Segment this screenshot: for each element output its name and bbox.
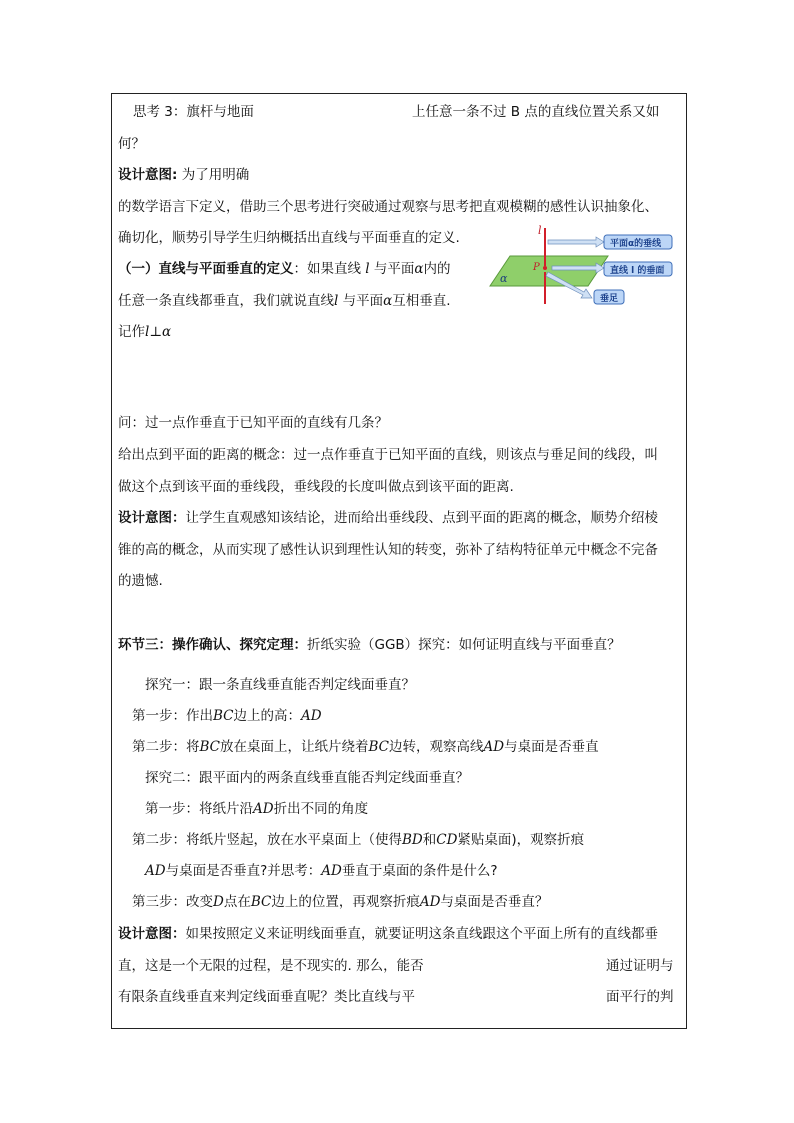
definition-title: （一）直线与平面垂直的定义: [118, 261, 294, 277]
definition-line1: （一）直线与平面垂直的定义：如果直线 l 与平面α内的: [118, 261, 451, 277]
explore-two: 探究二：跟平面内的两条直线垂直能否判定线面垂直？: [145, 770, 469, 786]
explore-two-step1: 第一步：将纸片沿AD折出不同的角度: [145, 801, 369, 817]
arrow-1: [548, 237, 604, 247]
design-c-line3-right: 面平行的判: [606, 989, 674, 1005]
notation-expression: l⊥α: [145, 324, 172, 340]
step-three-line: 环节三：操作确认、探究定理：折纸实验（GGB）探究：如何证明直线与平面垂直？: [118, 637, 621, 653]
foot-point: [543, 266, 547, 270]
think3-right-text: 上任意一条不过 B 点的直线位置关系又如: [412, 104, 660, 120]
callout-1-text: 平面α的垂线: [610, 239, 662, 249]
notation-line: 记作l⊥α: [118, 324, 172, 340]
distance-line2: 做这个点到该平面的垂线段，垂线段的长度叫做点到该平面的距离.: [118, 479, 514, 495]
design-c-line2-left: 直，这是一个无限的过程，是不现实的. 那么，能否: [118, 958, 424, 974]
design-intent-line1: 设计意图: 为了用明确: [118, 167, 250, 183]
point-p-label: P: [533, 262, 540, 273]
explore-two-step2-cont: AD与桌面是否垂直?并思考：AD垂直于桌面的条件是什么?: [145, 863, 498, 879]
design-c-label: 设计意图：: [118, 926, 186, 942]
design-intent-label: 设计意图: [118, 167, 172, 183]
design-intent-text: 为了用明确: [181, 167, 250, 183]
plane-alpha: [490, 256, 608, 286]
think3-label: 思考 3：旗杆与地面: [133, 104, 254, 120]
explore-one-step1: 第一步：作出BC边上的高：AD: [132, 708, 322, 724]
design-intent-line3: 确切化，顺势引导学生归纳概括出直线与平面垂直的定义.: [118, 230, 460, 246]
step-three-title: 环节三：操作确认、探究定理：: [118, 637, 307, 653]
design-b-line3: 的遗憾.: [118, 573, 163, 589]
plane-alpha-label: α: [500, 272, 508, 285]
callout-3-text: 垂足: [600, 294, 619, 304]
design-b-line2: 锥的高的概念，从而实现了感性认识到理性认知的转变，弥补了结构特征单元中概念不完备: [118, 542, 658, 558]
design-b-label: 设计意图：: [118, 510, 186, 526]
line-l-label: l: [538, 224, 542, 237]
design-c-line1: 设计意图：如果按照定义来证明线面垂直，就要证明这条直线跟这个平面上所有的直线都垂: [118, 926, 658, 942]
design-intent-line2: 的数学语言下定义，借助三个思考进行突破通过观察与思考把直观模糊的感性认识抽象化、: [118, 199, 658, 215]
question-line: 问：过一点作垂直于已知平面的直线有几条？: [118, 415, 388, 431]
think3-continuation: 何？: [118, 136, 145, 152]
perpendicular-plane-figure: [488, 222, 688, 312]
explore-two-step3: 第三步：改变D点在BC边上的位置，再观察折痕AD与桌面是否垂直？: [132, 894, 549, 910]
design-c-line2-right: 通过证明与: [606, 958, 674, 974]
callout-2-text: 直线 l 的垂面: [610, 266, 665, 276]
explore-two-step2: 第二步：将纸片竖起，放在水平桌面上（使得BD和CD紧贴桌面)，观察折痕: [132, 832, 585, 848]
explore-one-step2: 第二步：将BC放在桌面上，让纸片绕着BC边转，观察高线AD与桌面是否垂直: [132, 739, 599, 755]
design-c-line3-left: 有限条直线垂直来判定线面垂直呢？类比直线与平: [118, 989, 415, 1005]
explore-one: 探究一：跟一条直线垂直能否判定线面垂直？: [145, 677, 415, 693]
distance-line1: 给出点到平面的距离的概念：过一点作垂直于已知平面的直线，则该点与垂足间的线段，叫: [118, 447, 658, 463]
definition-line2: 任意一条直线都垂直，我们就说直线l 与平面α互相垂直.: [118, 293, 451, 309]
design-b-line1: 设计意图：让学生直观感知该结论，进而给出垂线段、点到平面的距离的概念，顺势介绍棱: [118, 510, 658, 526]
